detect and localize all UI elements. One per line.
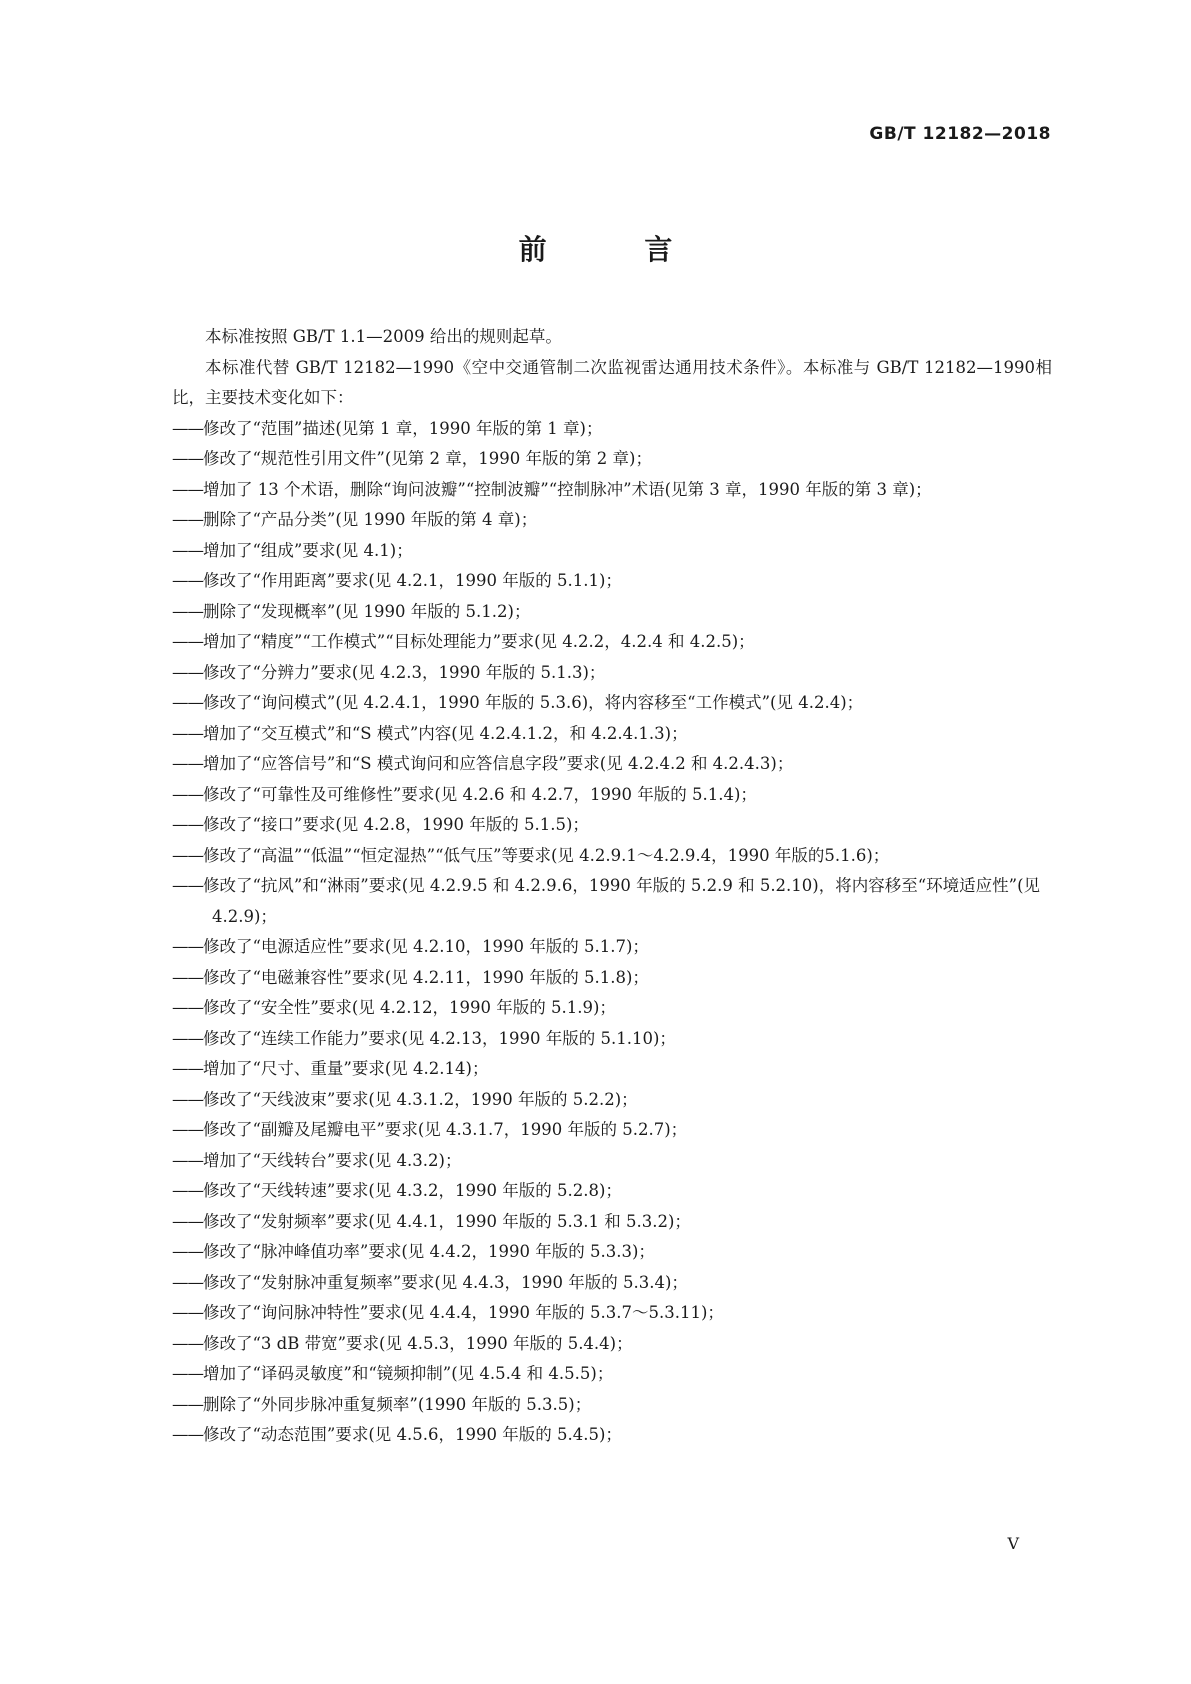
change-text: 修改了“副瓣及尾瓣电平”要求(见 4.3.1.7，1990 年版的 5.2.7)； — [203, 1120, 688, 1139]
change-text: 删除了“发现概率”(见 1990 年版的 5.1.2)； — [203, 601, 531, 621]
dash-marker: —— — [172, 1303, 203, 1322]
dash-marker: —— — [172, 418, 203, 438]
change-item — [172, 749, 1052, 780]
change-item — [172, 1207, 1052, 1238]
intro-paragraph: 本标准代替 GB/T 12182—1990《空中交通管制二次监视雷达通用技术条件》。本标准与 GB/T 12182—1990相比，主要技术变化如下： — [172, 357, 1052, 407]
change-item — [172, 1237, 1052, 1268]
change-text: 增加了“组成”要求(见 4.1)； — [203, 540, 413, 560]
change-text: 修改了“发射频率”要求(见 4.4.1，1990 年版的 5.3.1 和 5.3.2)； — [203, 1211, 691, 1231]
change-text: 修改了“脉冲峰值功率”要求(见 4.4.2，1990 年版的 5.3.3)； — [203, 1242, 655, 1261]
change-text: 修改了“规范性引用文件”(见第 2 章，1990 年版的第 2 章)； — [203, 449, 652, 468]
change-text: 增加了“尺寸、重量”要求(见 4.2.14)； — [203, 1059, 489, 1078]
change-text: 删除了“产品分类”(见 1990 年版的第 4 章)； — [203, 510, 538, 529]
change-item — [172, 719, 1052, 750]
dash-marker: —— — [172, 784, 203, 804]
dash-marker: —— — [172, 662, 203, 682]
change-text: 修改了“天线波束”要求(见 4.3.1.2，1990 年版的 5.2.2)； — [203, 1089, 638, 1109]
change-item — [172, 1054, 1052, 1085]
dash-marker: —— — [172, 754, 203, 773]
change-text: 修改了“高温”“低温”“恒定湿热”“低气压”等要求(见 4.2.9.1～4.2.9.4，1990 年版的5.1.6)； — [203, 845, 890, 865]
dash-marker: —— — [172, 815, 203, 834]
dash-marker: —— — [172, 1425, 203, 1444]
dash-marker: —— — [172, 1059, 203, 1078]
change-item — [172, 536, 1052, 567]
change-text: 修改了“分辨力”要求(见 4.2.3，1990 年版的 5.1.3)； — [203, 662, 606, 682]
change-text: 增加了“精度”“工作模式”“目标处理能力”要求(见 4.2.2，4.2.4 和 4.2.5)； — [203, 632, 755, 651]
change-item — [172, 1359, 1052, 1390]
dash-marker: —— — [172, 601, 203, 621]
change-text: 删除了“外同步脉冲重复频率”(1990 年版的 5.3.5)； — [203, 1394, 592, 1414]
change-text: 修改了“连续工作能力”要求(见 4.2.13，1990 年版的 5.1.10)； — [203, 1028, 676, 1048]
change-item — [172, 963, 1052, 994]
change-item — [172, 810, 1052, 841]
intro-paragraphs — [172, 322, 1052, 414]
dash-marker: —— — [172, 1181, 203, 1200]
change-text: 修改了“安全性”要求(见 4.2.12，1990 年版的 5.1.9)； — [203, 998, 616, 1017]
dash-marker: —— — [172, 1272, 203, 1292]
dash-marker: —— — [172, 723, 203, 743]
foreword-body — [172, 322, 1052, 1451]
change-item — [172, 1298, 1052, 1329]
change-item — [172, 871, 1052, 932]
document-code: GB/T 12182—2018 — [869, 124, 1051, 144]
change-text: 修改了“抗风”和“淋雨”要求(见 4.2.9.5 和 4.2.9.6，1990 年版的 5.2.9 和 5.2.10)，将内容移至“环境适应性”(见 4.2.9)； — [203, 876, 1041, 926]
change-text: 增加了“译码灵敏度”和“镜频抑制”(见 4.5.4 和 4.5.5)； — [203, 1364, 614, 1383]
dash-marker: —— — [172, 693, 203, 712]
change-text: 修改了“天线转速”要求(见 4.3.2，1990 年版的 5.2.8)； — [203, 1181, 622, 1200]
change-text: 修改了“电磁兼容性”要求(见 4.2.11，1990 年版的 5.1.8)； — [203, 967, 649, 987]
change-item — [172, 993, 1052, 1024]
dash-marker: —— — [172, 1364, 203, 1383]
change-text: 修改了“范围”描述(见第 1 章，1990 年版的第 1 章)； — [203, 418, 603, 438]
change-item — [172, 1176, 1052, 1207]
change-text: 增加了 13 个术语，删除“询问波瓣”“控制波瓣”“控制脉冲”术语(见第 3 章，1990 年版的第 3 章)； — [203, 479, 932, 499]
change-item — [172, 1268, 1052, 1299]
change-text: 增加了“天线转台”要求(见 4.3.2)； — [203, 1150, 462, 1170]
change-text: 修改了“3 dB 带宽”要求(见 4.5.3，1990 年版的 5.4.4)； — [203, 1333, 633, 1353]
dash-marker: —— — [172, 998, 203, 1017]
change-item — [172, 658, 1052, 689]
change-item — [172, 1115, 1052, 1146]
dash-marker: —— — [172, 1242, 203, 1261]
change-text: 增加了“应答信号”和“S 模式询问和应答信息字段”要求(见 4.2.4.2 和 4.2.4.3)； — [203, 754, 794, 773]
dash-marker: —— — [172, 1150, 203, 1170]
dash-marker: —— — [172, 632, 203, 651]
dash-marker: —— — [172, 479, 203, 499]
change-item — [172, 566, 1052, 597]
dash-marker: —— — [172, 1089, 203, 1109]
dash-marker: —— — [172, 967, 203, 987]
change-item — [172, 1085, 1052, 1116]
change-item — [172, 505, 1052, 536]
change-text: 修改了“可靠性及可维修性”要求(见 4.2.6 和 4.2.7，1990 年版的 5.1.4)； — [203, 784, 757, 804]
change-text: 修改了“询问脉冲特性”要求(见 4.4.4，1990 年版的 5.3.7～5.3.11)； — [203, 1303, 724, 1322]
change-item — [172, 1146, 1052, 1177]
dash-marker: —— — [172, 571, 203, 590]
change-text: 修改了“询问模式”(见 4.2.4.1，1990 年版的 5.3.6)，将内容移至“工作模式”(见 4.2.4)； — [203, 693, 864, 712]
change-item — [172, 475, 1052, 506]
change-text: 增加了“交互模式”和“S 模式”内容(见 4.2.4.1.2，和 4.2.4.1.3)； — [203, 723, 688, 743]
change-item — [172, 1329, 1052, 1360]
change-item — [172, 627, 1052, 658]
dash-marker: —— — [172, 1394, 203, 1414]
dash-marker: —— — [172, 1333, 203, 1353]
dash-marker: —— — [172, 937, 203, 956]
change-text: 修改了“电源适应性”要求(见 4.2.10，1990 年版的 5.1.7)； — [203, 937, 649, 956]
page-title: 前 言 — [518, 233, 717, 266]
change-item — [172, 780, 1052, 811]
change-item — [172, 414, 1052, 445]
dash-marker: —— — [172, 540, 203, 560]
dash-marker: —— — [172, 845, 203, 865]
change-text: 修改了“接口”要求(见 4.2.8，1990 年版的 5.1.5)； — [203, 815, 589, 834]
change-item — [172, 1024, 1052, 1055]
change-item — [172, 1390, 1052, 1421]
change-item — [172, 688, 1052, 719]
dash-marker: —— — [172, 1028, 203, 1048]
change-item — [172, 597, 1052, 628]
change-text: 修改了“动态范围”要求(见 4.5.6，1990 年版的 5.4.5)； — [203, 1425, 622, 1444]
change-item — [172, 1420, 1052, 1451]
change-text: 修改了“作用距离”要求(见 4.2.1，1990 年版的 5.1.1)； — [203, 571, 622, 590]
dash-marker: —— — [172, 876, 203, 895]
change-item — [172, 444, 1052, 475]
dash-marker: —— — [172, 510, 203, 529]
change-item — [172, 932, 1052, 963]
dash-marker: —— — [172, 1211, 203, 1231]
intro-paragraph: 本标准按照 GB/T 1.1—2009 给出的规则起草。 — [205, 327, 562, 346]
changes-list — [172, 414, 1052, 1451]
change-item — [172, 841, 1052, 872]
dash-marker: —— — [172, 1120, 203, 1139]
page-number: V — [1007, 1534, 1019, 1553]
change-text: 修改了“发射脉冲重复频率”要求(见 4.4.3，1990 年版的 5.3.4)； — [203, 1272, 688, 1292]
dash-marker: —— — [172, 449, 203, 468]
